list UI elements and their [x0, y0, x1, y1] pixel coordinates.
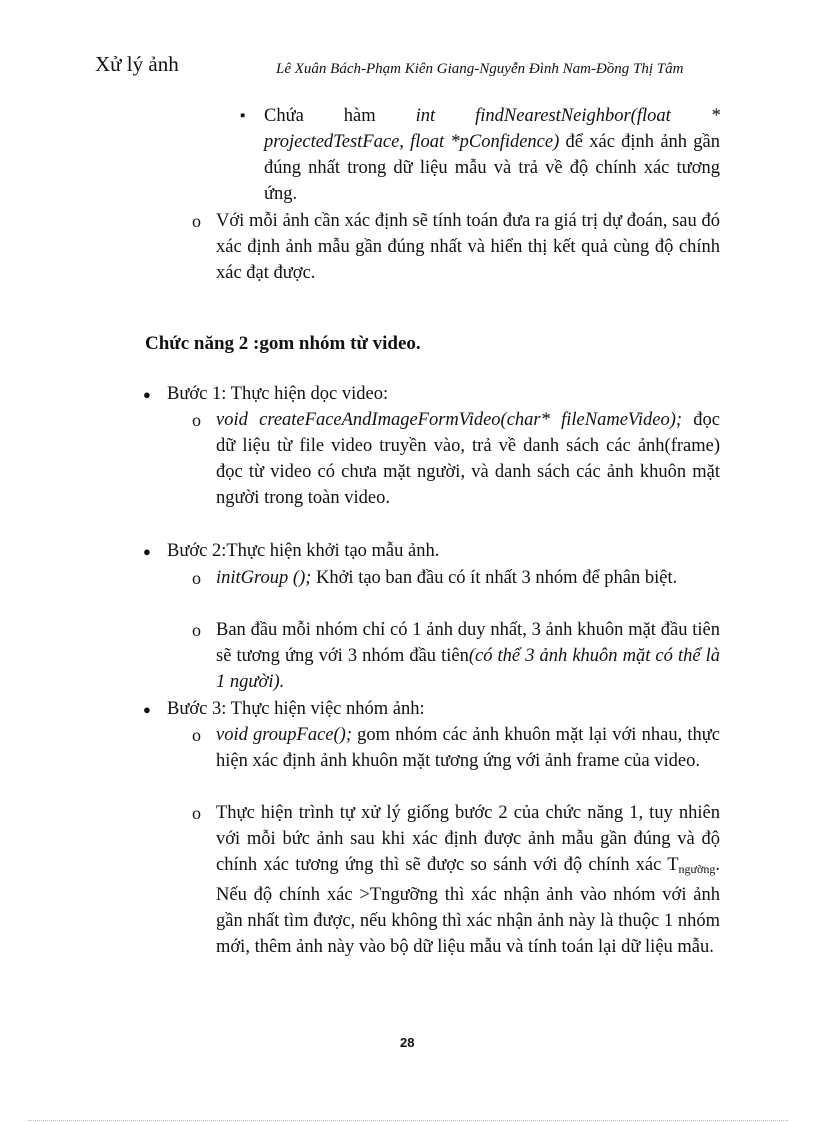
- circle-bullet-icon: o: [192, 410, 201, 430]
- disc-bullet-icon: ●: [143, 702, 151, 717]
- circle-bullet-icon: o: [192, 568, 201, 588]
- header-right: Lê Xuân Bách-Phạm Kiên Giang-Nguyễn Đình Nam-Đồng Thị Tâm: [276, 61, 684, 77]
- disc-bullet-icon: ●: [143, 387, 151, 402]
- circle-bullet-icon: o: [192, 211, 201, 231]
- circle-bullet-icon: o: [192, 725, 201, 745]
- page-bottom-divider: [28, 1120, 788, 1121]
- step1-item: void createFaceAndImageFormVideo(char* fileNameVideo); đọc dữ liệu từ file video truyền vào, trả về danh sách các ảnh(frame) đọc từ video có chưa mặt người, và danh sách các ảnh khuôn mặt người trong toàn video.: [216, 410, 720, 508]
- step3-item2: Thực hiện trình tự xử lý giống bước 2 của chức năng 1, tuy nhiên với mỗi bức ảnh sau khi xác định được ảnh mẫu gần đúng và độ chính xác tương ứng thì sẽ được so sánh với độ chính xác $T_{ngưỡng}$. Nếu độ chính xác >Tngưỡng thì xác nhận ảnh vào nhóm với ảnh gần nhất tìm được, nếu không thì xác nhận ảnh này là thuộc 1 nhóm mới, thêm ảnh này vào bộ dữ liệu mẫu và tính toán lại dữ liệu mẫu.: [216, 803, 720, 957]
- circle-bullet-icon: o: [192, 803, 201, 823]
- step1-title: Bước 1: Thực hiện dọc video:: [167, 384, 389, 404]
- step2-title: Bước 2:Thực hiện khởi tạo mẫu ảnh.: [167, 541, 440, 561]
- predict-paragraph: Với mỗi ảnh cần xác định sẽ tính toán đưa ra giá trị dự đoán, sau đó xác định ảnh mẫu gần đúng nhất và hiển thị kết quả cùng độ chính xác đạt được.: [216, 211, 720, 283]
- square-bullet-icon: ▪: [240, 108, 246, 124]
- page-number: 28: [400, 1035, 415, 1050]
- find-nearest-paragraph: Chứa hàm int findNearestNeighbor(float * projectedTestFace, float *pConfidence) để xác định ảnh gần đúng nhất trong dữ liệu mẫu và trả về độ chính xác tương ứng.: [264, 106, 720, 204]
- step2-item1: initGroup (); Khởi tạo ban đầu có ít nhất 3 nhóm để phân biệt.: [216, 568, 678, 588]
- step3-title: Bước 3: Thực hiện việc nhóm ảnh:: [167, 699, 425, 719]
- header-left: Xử lý ảnh: [95, 52, 179, 76]
- step2-item2: Ban đầu mỗi nhóm chỉ có 1 ảnh duy nhất, 3 ảnh khuôn mặt đầu tiên sẽ tương ứng với 3 nhóm đầu tiên(có thể 3 ảnh khuôn mặt có thể là 1 người).: [216, 620, 721, 692]
- circle-bullet-icon: o: [192, 620, 201, 640]
- section-heading: Chức năng 2 :gom nhóm từ video.: [145, 333, 421, 354]
- step3-item1: void groupFace(); gom nhóm các ảnh khuôn mặt lại với nhau, thực hiện xác định ảnh khuôn mặt tương ứng với ảnh frame của video.: [216, 725, 720, 771]
- disc-bullet-icon: ●: [143, 544, 151, 559]
